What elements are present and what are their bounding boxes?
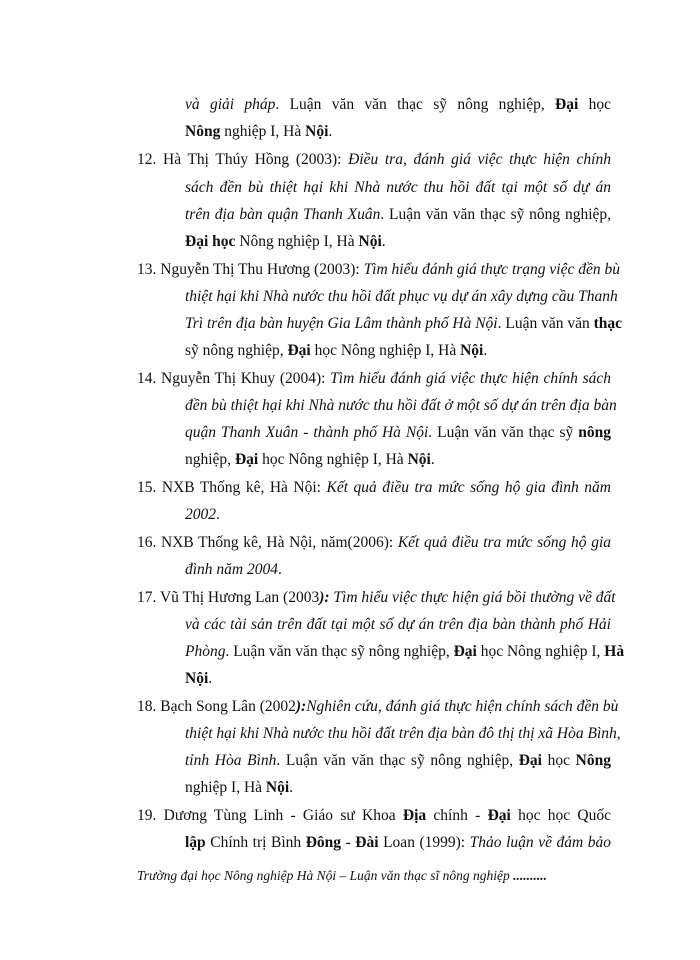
reference-text-segment: Tìm hiểu việc thực hiện giá bồi thường về đất bbox=[333, 589, 616, 606]
reference-line bbox=[137, 533, 611, 553]
reference-text-segment: chính - bbox=[426, 807, 488, 824]
reference-line bbox=[185, 396, 617, 416]
reference-text-segment: . bbox=[430, 451, 435, 468]
reference-line bbox=[137, 588, 616, 608]
reference-line bbox=[185, 778, 293, 798]
reference-text-segment: đền bù thiệt hại khi Nhà nước thu hồi đất ở một số dự án trên địa bàn bbox=[185, 397, 617, 414]
reference-line bbox=[185, 833, 611, 853]
reference-text-segment: Kết quả điều tra mức sống hộ gia đình năm bbox=[326, 479, 611, 496]
reference-text-segment: . Luận văn văn thạc sỹ nông nghiệp, bbox=[276, 752, 519, 769]
reference-text-segment: Đài bbox=[355, 834, 379, 851]
reference-text-segment: . Luận văn văn bbox=[497, 315, 594, 332]
reference-text-segment: Loan (1999): bbox=[378, 834, 470, 851]
reference-text-segment: . Luận văn văn thạc sỹ nông nghiệp, bbox=[380, 206, 612, 223]
reference-text-segment: Nông bbox=[185, 123, 221, 140]
reference-text-segment: Trì trên địa bàn huyện Gia Lâm thành phố Hà Nội bbox=[185, 315, 498, 332]
reference-text-segment: thạc bbox=[593, 315, 623, 332]
page-footer bbox=[137, 867, 547, 885]
footer-dots: .......... bbox=[513, 868, 547, 883]
reference-line bbox=[185, 642, 625, 662]
reference-text-segment: Chính trị Bình bbox=[205, 834, 306, 851]
reference-text-segment: tỉnh Hòa Bình bbox=[185, 752, 277, 769]
reference-line bbox=[185, 122, 332, 142]
reference-line bbox=[185, 423, 611, 443]
reference-line bbox=[185, 505, 220, 525]
reference-text-segment: Đại bbox=[518, 752, 542, 769]
reference-line bbox=[185, 287, 618, 307]
footer-text: Trường đại học Nông nghiệp Hà Nội – Luận văn thạc sĩ nông nghiệp bbox=[137, 868, 514, 883]
reference-line bbox=[185, 751, 611, 771]
reference-text-segment: học Nông nghiệp I, bbox=[476, 643, 605, 660]
reference-text-segment: ): bbox=[319, 589, 334, 606]
reference-text-segment: 12. Hà Thị Thúy Hồng (2003): bbox=[137, 151, 349, 168]
reference-text-segment: . bbox=[328, 123, 333, 140]
reference-text-segment: học bbox=[578, 96, 611, 113]
reference-text-segment: nông bbox=[578, 424, 611, 441]
reference-text-segment: Nông bbox=[575, 752, 611, 769]
reference-line bbox=[185, 724, 621, 744]
reference-text-segment: Nội bbox=[265, 779, 290, 796]
reference-text-segment: Đại bbox=[487, 807, 511, 824]
reference-text-segment: 2002 bbox=[185, 506, 216, 523]
reference-text-segment: 14. Nguyễn Thị Khuy (2004): bbox=[137, 370, 331, 387]
reference-text-segment: Đại bbox=[453, 643, 477, 660]
reference-text-segment: 18. Bạch Song Lân (2002 bbox=[137, 698, 296, 715]
reference-text-segment: ): bbox=[295, 698, 307, 715]
reference-text-segment: Thảo luận về đảm bảo bbox=[469, 834, 611, 851]
reference-text-segment: nghiệp I, Hà bbox=[185, 779, 266, 796]
reference-line bbox=[185, 615, 611, 635]
reference-text-segment: Nông nghiệp I, Hà bbox=[235, 233, 359, 250]
reference-text-segment: Nội bbox=[305, 123, 329, 140]
reference-text-segment: . Luận văn văn thạc sỹ nông nghiệp, bbox=[225, 643, 454, 660]
reference-line bbox=[185, 205, 611, 225]
reference-line bbox=[137, 806, 611, 826]
reference-line bbox=[137, 478, 611, 498]
reference-text-segment: 19. Dương Tùng Linh - Giáo sư Khoa bbox=[137, 807, 403, 824]
reference-text-segment: nghiệp, bbox=[185, 451, 235, 468]
reference-text-segment: . bbox=[208, 670, 213, 687]
reference-text-segment: học bbox=[541, 752, 576, 769]
reference-text-segment: Địa bbox=[402, 807, 427, 824]
reference-line bbox=[185, 232, 386, 252]
reference-text-segment: Nghiên cứu, đánh giá thực hiện chính sách đền bù bbox=[306, 698, 619, 715]
reference-text-segment: thiệt hại khi Nhà nước thu hồi đất phục vụ dự án xây dựng cầu Thanh bbox=[185, 288, 618, 305]
reference-line bbox=[185, 314, 623, 334]
reference-text-segment: và các tài sản trên đất tại một số dự án trên địa bàn thành phố Hải bbox=[185, 616, 611, 633]
reference-line bbox=[185, 178, 611, 198]
reference-text-segment: Nội bbox=[185, 670, 209, 687]
reference-text-segment: Tìm hiểu đánh giá thực trạng việc đền bù bbox=[363, 261, 620, 278]
reference-text-segment: Đại bbox=[287, 342, 311, 359]
reference-line bbox=[185, 341, 487, 361]
reference-line bbox=[137, 369, 611, 389]
reference-text-segment: . bbox=[381, 233, 386, 250]
reference-text-segment: lập bbox=[185, 834, 206, 851]
reference-line bbox=[185, 669, 212, 689]
reference-text-segment: Điều tra, đánh giá việc thực hiện chính bbox=[348, 151, 611, 168]
reference-text-segment: Đông bbox=[305, 834, 342, 851]
reference-text-segment: 15. NXB Thống kê, Hà Nội: bbox=[137, 479, 327, 496]
reference-text-segment: . bbox=[483, 342, 488, 359]
reference-text-segment: quận Thanh Xuân - thành phố Hà Nội bbox=[185, 424, 429, 441]
reference-text-segment: Đại bbox=[234, 451, 259, 468]
reference-text-segment: 17. Vũ Thị Hương Lan (2003 bbox=[137, 589, 320, 606]
reference-text-segment: Tìm hiểu đánh giá việc thực hiện chính sách bbox=[330, 370, 611, 387]
reference-line bbox=[185, 560, 282, 580]
reference-text-segment: nghiệp I, Hà bbox=[220, 123, 306, 140]
reference-line bbox=[137, 260, 620, 280]
reference-text-segment: thiệt hại khi Nhà nước thu hồi đất trên địa bàn đô thị thị xã Hòa Bình, bbox=[185, 725, 621, 742]
reference-text-segment: trên địa bàn quận Thanh Xuân bbox=[185, 206, 381, 223]
reference-text-segment: học Nông nghiệp I, Hà bbox=[258, 451, 408, 468]
reference-text-segment: sách đền bù thiệt hại khi Nhà nước thu hồi đất tại một số dự án bbox=[185, 179, 611, 196]
reference-line bbox=[137, 150, 611, 170]
reference-text-segment: . Luận văn văn thạc sỹ nông nghiệp, bbox=[275, 96, 556, 113]
reference-text-segment: Nội bbox=[358, 233, 382, 250]
reference-text-segment: và giải pháp bbox=[185, 96, 276, 113]
reference-text-segment: 13. Nguyễn Thị Thu Hương (2003): bbox=[137, 261, 364, 278]
reference-text-segment: học Nông nghiệp I, Hà bbox=[310, 342, 461, 359]
reference-text-segment: 16. NXB Thống kê, Hà Nội, năm(2006): bbox=[137, 534, 398, 551]
reference-text-segment: Hà bbox=[604, 643, 625, 660]
reference-text-segment: Kết quả điều tra mức sống hộ gia bbox=[397, 534, 612, 551]
reference-text-segment: Nội bbox=[460, 342, 484, 359]
reference-text-segment: - bbox=[341, 834, 356, 851]
reference-text-segment: đình năm 2004 bbox=[185, 561, 278, 578]
reference-text-segment: học học Quốc bbox=[510, 807, 611, 824]
reference-text-segment: Nội bbox=[407, 451, 431, 468]
reference-line bbox=[185, 450, 435, 470]
reference-text-segment: Phòng bbox=[185, 643, 226, 660]
reference-text-segment: Đại học bbox=[185, 233, 236, 250]
reference-text-segment: Đại bbox=[555, 96, 579, 113]
reference-line bbox=[185, 95, 611, 115]
reference-text-segment: . bbox=[289, 779, 294, 796]
reference-text-segment: . bbox=[216, 506, 220, 523]
reference-text-segment: . bbox=[278, 561, 282, 578]
reference-text-segment: sỹ nông nghiệp, bbox=[185, 342, 288, 359]
reference-line bbox=[137, 697, 619, 717]
reference-text-segment: . Luận văn văn thạc sỹ bbox=[428, 424, 579, 441]
